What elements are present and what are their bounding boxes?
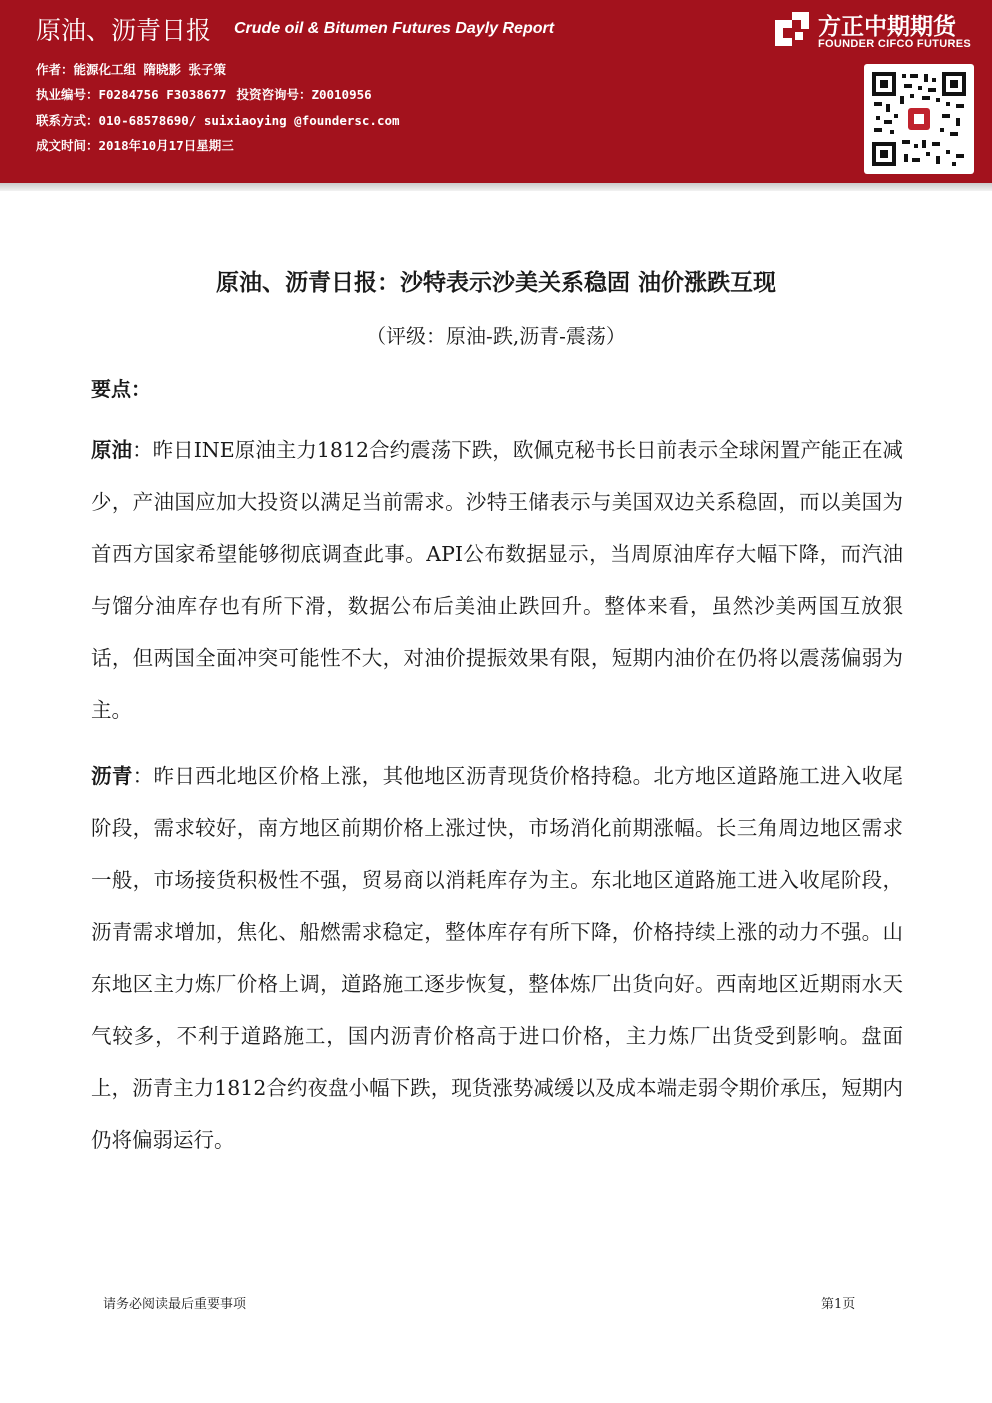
founder-logo-icon xyxy=(773,10,811,48)
footer-notice: 请务必阅读最后重要事项 xyxy=(103,1297,247,1312)
qr-code xyxy=(864,64,974,174)
header-subtitle: Crude oil & Bitumen Futures Dayly Report xyxy=(234,20,555,37)
date-line: 成文时间：2018年10月17日星期三 xyxy=(36,138,234,153)
bitumen-text: ：昨日西北地区价格上涨，其他地区沥青现货价格持稳。北方地区道路施工进入收尾阶段，需求较好，南方地区前期价格上涨过快，市场消化前期涨幅。长三角周边地区需求一般，市场接货积极性不强，贸易商以消耗库存为主。东北地区道路施工进入收尾阶段，沥青需求增加，焦化、船燃需求稳定，整体库存有所下降，价格持续上涨的动力不强。山东地区主力炼厂价格上调，道路施工逐步恢复，整体炼厂出货向好。西南地区近期雨水天气较多，不利于道路施工，国内沥青价格高于进口价格，主力炼厂出货受到影响。盘面上，沥青主力1812合约夜盘小幅下跌，现货涨势减缓以及成本端走弱令期价承压，短期内仍将偏弱运行。 xyxy=(91,764,904,1152)
logo-english-name: FOUNDER CIFCO FUTURES xyxy=(818,38,971,50)
logo-chinese-name: 方正中期期货 xyxy=(818,14,956,40)
license-line xyxy=(36,85,372,103)
qr-code-icon xyxy=(870,70,968,168)
crude-oil-paragraph xyxy=(91,424,903,736)
license-number: 执业编号：F0284756 F3038677 xyxy=(36,87,227,102)
header-title: 原油、沥青日报 xyxy=(36,16,212,45)
key-points-label: 要点： xyxy=(91,377,151,401)
consult-number: 投资咨询号：Z0010956 xyxy=(236,87,372,102)
contact-line: 联系方式：010-68578690/ suixiaoying @foundersc.com xyxy=(36,113,400,128)
report-rating: （评级：原油-跌,沥青-震荡） xyxy=(366,324,626,348)
crude-oil-label: 原油 xyxy=(91,438,133,462)
report-header xyxy=(0,0,992,183)
header-divider xyxy=(0,183,992,191)
authors-line: 作者：能源化工组 隋晓影 张子策 xyxy=(36,62,227,77)
crude-oil-text: ：昨日INE原油主力1812合约震荡下跌，欧佩克秘书长日前表示全球闲置产能正在减少，产油国应加大投资以满足当前需求。沙特王储表示与美国双边关系稳固，而以美国为首西方国家希望能够彻底调查此事。API公布数据显示，当周原油库存大幅下降，而汽油与馏分油库存也有所下滑，数据公布后美油止跌回升。整体来看，虽然沙美两国互放狠话，但两国全面冲突可能性不大，对油价提振效果有限，短期内油价在仍将以震荡偏弱为主。 xyxy=(91,438,904,722)
bitumen-label: 沥青 xyxy=(91,764,133,788)
report-title: 原油、沥青日报：沙特表示沙美关系稳固 油价涨跌互现 xyxy=(215,270,776,296)
page-number: 第1页 xyxy=(821,1297,856,1312)
bitumen-paragraph xyxy=(91,750,903,1166)
